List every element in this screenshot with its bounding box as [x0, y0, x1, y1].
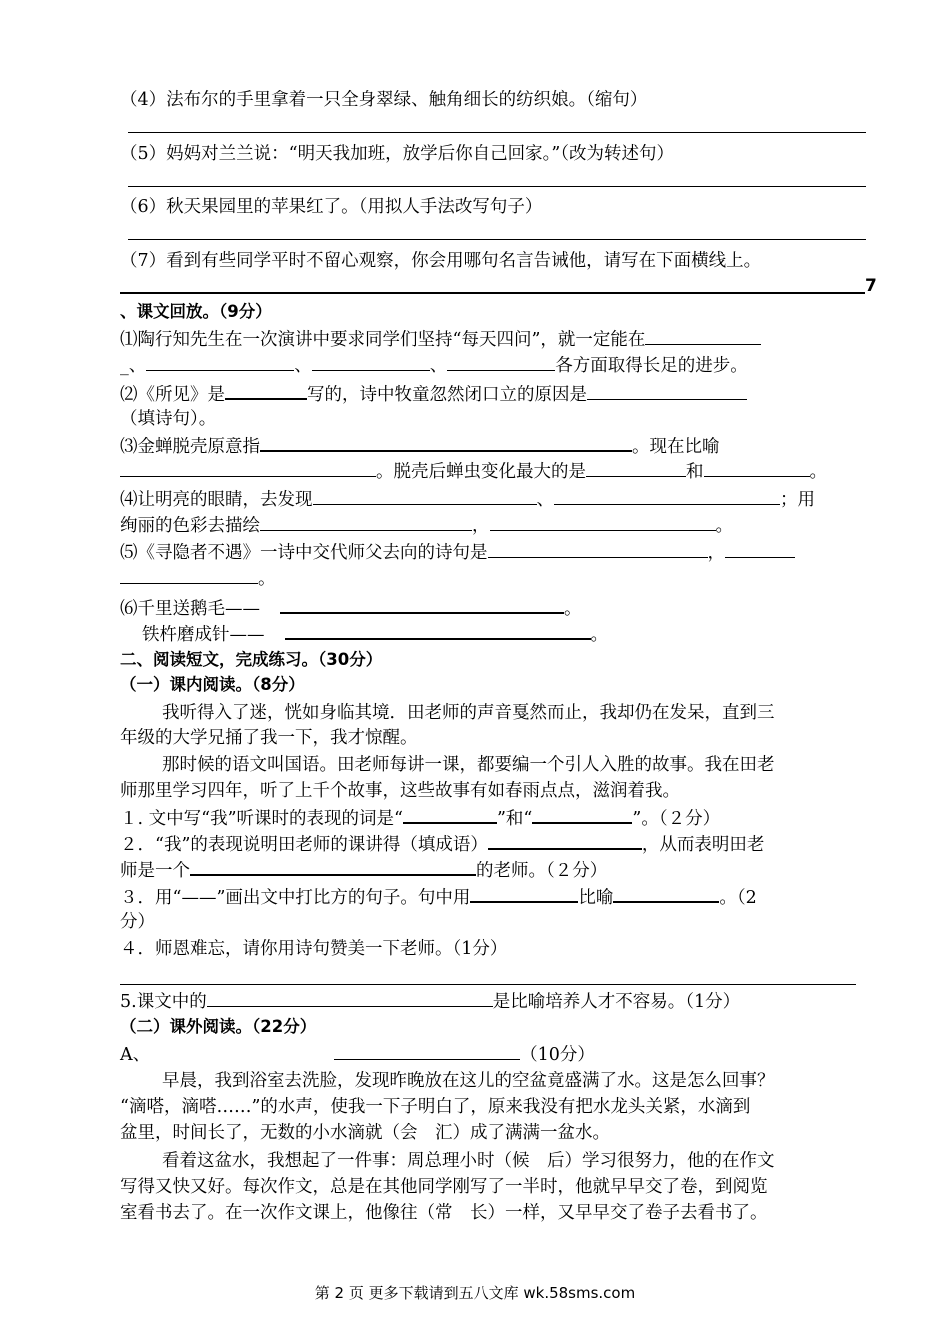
blank[interactable]: [470, 884, 578, 903]
reading-q2-cont: [120, 857, 607, 881]
page-mark: 7: [865, 276, 877, 296]
reading-q2: [120, 831, 764, 855]
reading-q3-b: 比喻: [578, 888, 614, 908]
passage-a-p2-line3: 室看书去了。在一次作文课上，他像往（常 长）一样，又早早交了卷子去看书了。: [120, 1203, 768, 1223]
blank[interactable]: [725, 540, 795, 558]
blank[interactable]: [488, 540, 708, 558]
review-item-5-c: 。: [258, 569, 276, 589]
blank[interactable]: [225, 381, 307, 400]
reading-q3-cont: 分）: [120, 912, 155, 932]
blank[interactable]: [260, 433, 632, 452]
reading-q4-answer-line[interactable]: [120, 984, 856, 985]
reading-q3: [120, 884, 757, 908]
reading-q2-c: 师是一个: [120, 861, 190, 881]
page-footer: 第 2 页 更多下载请到五八文库 wk.58sms.com: [314, 1284, 636, 1302]
review-item-4-f: 。: [715, 516, 733, 536]
reading-q5: [120, 989, 740, 1013]
reading-q5-a: 5.课文中的: [120, 992, 207, 1012]
blank[interactable]: [704, 459, 810, 477]
review-item-1-sep: 、: [429, 356, 448, 376]
blank[interactable]: [403, 805, 497, 824]
sentence-4: （4）法布尔的手里拿着一只全身翠绿、触角细长的纺织娘。（缩句）: [120, 90, 648, 110]
outer-reading-title: （二）课外阅读。（22分）: [120, 1017, 317, 1036]
answer-line-7[interactable]: [120, 292, 865, 294]
passage-a-p2-line2: 写得又快又好。每次作文，总是在其他同学刚写了一半时，他就早早交了卷，到阅览: [120, 1177, 768, 1197]
blank[interactable]: [146, 353, 294, 371]
passage-a-p2-line1: 看着这盆水，我想起了一件事：周总理小时（候 后）学习很努力，他的在作文: [162, 1151, 775, 1171]
reading-q1-a: １. 文中写“我”听课时的表现的词是“: [120, 809, 403, 829]
reading-q2-d: 的老师。（２分）: [476, 861, 608, 881]
blank[interactable]: [207, 989, 493, 1007]
review-item-5-b: ，: [707, 543, 725, 563]
review-item-3-d: 和: [686, 462, 704, 482]
answer-line-5[interactable]: [128, 186, 866, 187]
blank[interactable]: [488, 831, 642, 850]
review-item-2-a: ⑵《所见》是: [120, 385, 225, 405]
review-item-2: [120, 381, 747, 405]
review-item-4-a: ⑷让明亮的眼睛，去发现: [120, 490, 313, 510]
answer-line-4[interactable]: [128, 132, 866, 133]
review-item-3-c: 。脱壳后蝉虫变化最大的是: [376, 462, 586, 482]
review-section-title: 、课文回放。（9分）: [120, 302, 272, 321]
review-item-1-start: _、: [120, 356, 147, 376]
review-item-2-b: 写的，诗中牧童忽然闭口立的原因是: [307, 385, 587, 405]
answer-line-6[interactable]: [128, 239, 866, 240]
review-item-1-end: 各方面取得长足的进步。: [555, 356, 748, 376]
review-item-5-a: ⑸《寻隐者不遇》一诗中交代师父去向的诗句是: [120, 543, 488, 563]
blank[interactable]: [554, 487, 780, 505]
review-item-5-cont: [120, 566, 276, 590]
blank[interactable]: [120, 566, 258, 584]
review-item-3-e: 。: [809, 462, 827, 482]
sentence-6: （6）秋天果园里的苹果红了。（用拟人手法改写句子）: [120, 197, 543, 217]
reading-q1-b: ”和“: [496, 809, 533, 829]
reading-q3-a: ３．用“——”画出文中打比方的句子。句中用: [120, 888, 471, 908]
review-item-6: [120, 595, 582, 619]
passage-a-p1-line1: 早晨，我到浴室去洗脸，发现昨晚放在这儿的空盆竟盛满了水。这是怎么回事？: [162, 1071, 775, 1091]
sentence-5: （5）妈妈对兰兰说：“明天我加班，放学后你自己回家。”（改为转述句）: [120, 144, 675, 164]
review-item-1-sep: 、: [294, 356, 312, 376]
review-item-5: [120, 540, 795, 564]
review-item-6-d: 。: [590, 625, 608, 645]
review-item-6-cont: [142, 621, 608, 645]
passage-a-title-blank[interactable]: [334, 1042, 520, 1060]
review-item-3: [120, 433, 720, 457]
review-item-6-b: 。: [564, 599, 582, 619]
passage-a-header: [120, 1042, 595, 1066]
blank[interactable]: [313, 487, 537, 505]
review-item-4: [120, 487, 815, 511]
review-item-4-cont: [120, 513, 733, 537]
reading-q1-c: ”。（２分）: [632, 809, 721, 829]
review-item-4-e: ，: [472, 516, 490, 536]
blank[interactable]: [645, 327, 761, 345]
blank[interactable]: [285, 621, 591, 640]
passage-a-p1-line2: “滴嗒，滴嗒……”的水声，使我一下子明白了，原来我没有把水龙头关紧，水滴到: [120, 1097, 751, 1117]
inner-reading-title: （一）课内阅读。（8分）: [120, 675, 305, 694]
passage-a-p1-line3: 盆里，时间长了，无数的小水滴就（会 汇）成了满满一盆水。: [120, 1123, 610, 1143]
blank[interactable]: [312, 353, 430, 371]
blank[interactable]: [280, 595, 564, 614]
passage-p1-line2: 年级的大学兄捅了我一下，我才惊醒。: [120, 728, 418, 748]
reading-q1: [120, 805, 720, 829]
blank[interactable]: [260, 513, 472, 531]
passage-p2-line2: 师那里学习四年，听了上千个故事，这些故事有如春雨点点，滋润着我。: [120, 781, 680, 801]
blank[interactable]: [490, 513, 716, 531]
blank[interactable]: [532, 805, 632, 824]
review-item-3-a: ⑶金蝉脱壳原意指: [120, 437, 260, 457]
reading-q4: ４．师恩难忘，请你用诗句赞美一下老师。（1分）: [120, 939, 508, 959]
reading-section-title: 二、阅读短文，完成练习。（30分）: [120, 650, 383, 669]
review-item-6-c: 铁杵磨成针——: [142, 625, 265, 645]
review-item-4-c: ；用: [780, 490, 815, 510]
reading-q3-c: 。（2: [719, 888, 757, 908]
blank[interactable]: [190, 857, 476, 876]
passage-p2-line1: 那时候的语文叫国语。田老师每讲一课，都要编一个引人入胜的故事。我在田老: [162, 755, 775, 775]
review-item-4-b: 、: [536, 490, 554, 510]
review-item-1-text: ⑴陶行知先生在一次演讲中要求同学们坚持“每天四问”，就一定能在: [120, 330, 646, 350]
review-item-6-a: ⑹千里送鹅毛——: [120, 599, 260, 619]
review-item-2-cont: （填诗句）。: [120, 409, 217, 429]
passage-a-score: （10分）: [520, 1045, 595, 1065]
blank[interactable]: [120, 459, 376, 477]
blank[interactable]: [586, 459, 686, 477]
blank[interactable]: [613, 884, 719, 903]
review-item-1: [120, 327, 761, 351]
review-item-4-d: 绚丽的色彩去描绘: [120, 516, 260, 536]
sentence-7: （7）看到有些同学平时不留心观察，你会用哪句名言告诫他，请写在下面横线上。: [120, 251, 762, 271]
passage-p1-line1: 我听得入了迷，恍如身临其境．田老师的声音戛然而止，我却仍在发呆，直到三: [162, 703, 775, 723]
passage-a-label: A、: [120, 1045, 151, 1065]
reading-q5-b: 是比喻培养人才不容易。（1分）: [492, 992, 741, 1012]
reading-q2-b: ，从而表明田老: [641, 835, 765, 855]
review-item-1-cont: [120, 353, 748, 377]
review-item-3-b: 。现在比喻: [632, 437, 720, 457]
review-item-3-cont: [120, 459, 827, 483]
reading-q2-a: ２．“我”的表现说明田老师的课讲得（填成语）: [120, 835, 488, 855]
blank[interactable]: [587, 382, 747, 400]
blank[interactable]: [447, 353, 555, 371]
